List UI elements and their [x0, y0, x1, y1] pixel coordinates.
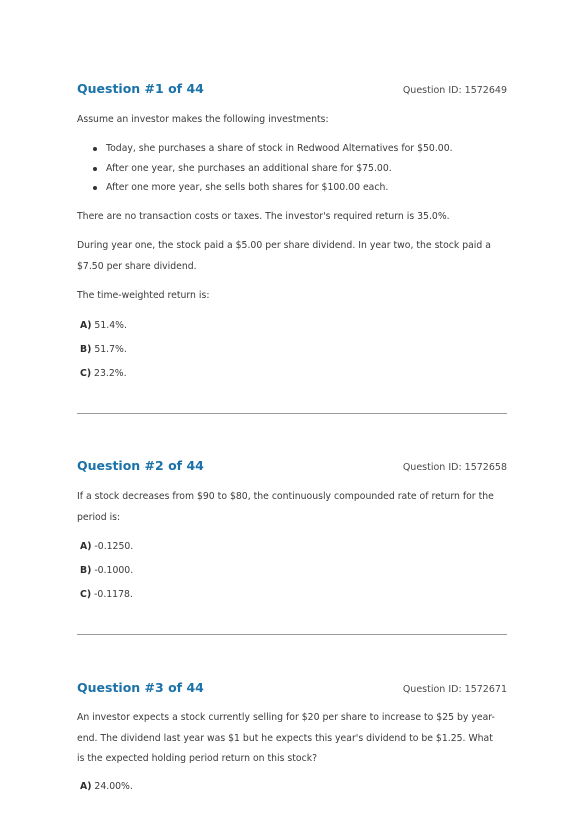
question-prompt: The time-weighted return is:	[77, 290, 210, 301]
answer-option-c[interactable]: C) 23.2%.	[80, 368, 127, 379]
question-2	[77, 458, 507, 608]
investment-list	[77, 139, 453, 198]
bullet-icon	[93, 167, 97, 171]
question-body: If a stock decreases from $90 to $80, the continuously compounded rate of return for the period is:	[77, 491, 494, 523]
question-id: Question ID: 1572658	[402, 462, 507, 473]
question-id: Question ID: 1572671	[402, 684, 507, 695]
question-intro: Assume an investor makes the following investments:	[77, 114, 329, 125]
divider	[77, 634, 507, 635]
question-title: Question #1 of 44	[77, 81, 204, 96]
bullet-icon	[93, 186, 97, 190]
question-3	[77, 680, 507, 810]
question-body: An investor expects a stock currently selling for $20 per share to increase to $25 by year-end. The dividend last year was $1 but he expects this year's dividend to be $1.25. What is the expected holding period return on this stock?	[77, 712, 495, 764]
question-title: Question #2 of 44	[77, 458, 204, 473]
answer-option-a[interactable]: A) 24.00%.	[80, 781, 133, 792]
divider	[77, 413, 507, 414]
list-item: After one year, she purchases an additional share for $75.00.	[77, 159, 453, 179]
answer-option-a[interactable]: A) -0.1250.	[80, 541, 134, 552]
list-item: After one more year, she sells both shares for $100.00 each.	[77, 178, 453, 198]
question-paragraph: There are no transaction costs or taxes. The investor's required return is 35.0%.	[77, 211, 450, 222]
answer-option-a[interactable]: A) 51.4%.	[80, 320, 127, 331]
answer-option-b[interactable]: B) -0.1000.	[80, 565, 134, 576]
question-id: Question ID: 1572649	[402, 85, 507, 96]
bullet-icon	[93, 147, 97, 151]
question-title: Question #3 of 44	[77, 680, 204, 695]
question-1	[77, 81, 507, 391]
list-item: Today, she purchases a share of stock in Redwood Alternatives for $50.00.	[77, 139, 453, 159]
question-paragraph: During year one, the stock paid a $5.00 per share dividend. In year two, the stock paid a $7.50 per share dividend.	[77, 240, 491, 272]
answer-option-c[interactable]: C) -0.1178.	[80, 589, 133, 600]
answer-option-b[interactable]: B) 51.7%.	[80, 344, 127, 355]
